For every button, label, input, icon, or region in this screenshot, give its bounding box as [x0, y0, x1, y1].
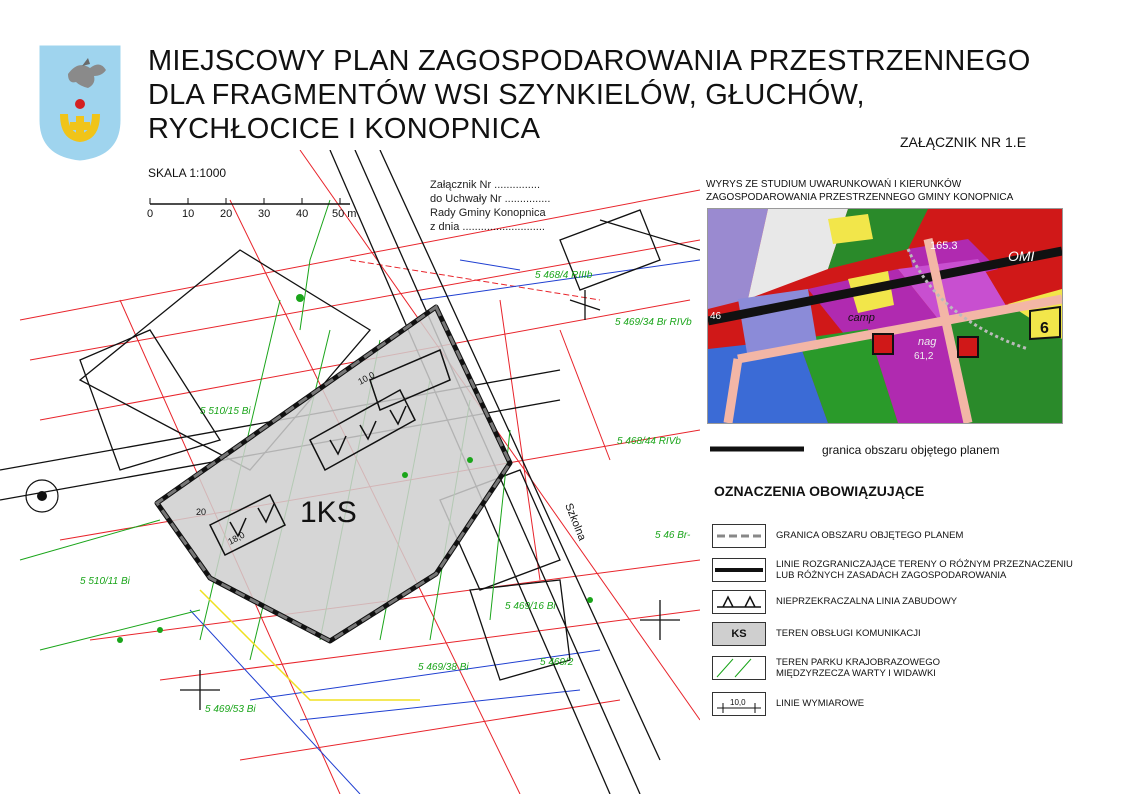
extract-heading-line: ZAGOSPODAROWANIA PRZESTRZENNEGO GMINY KONOPNICA	[706, 192, 1014, 203]
zone-1ks[interactable]	[157, 307, 510, 641]
legend-label: NIEPRZEKRACZALNA LINIA ZABUDOWY	[776, 596, 958, 607]
title-line-1: MIEJSCOWY PLAN ZAGOSPODAROWANIA PRZESTRZENNEGO	[148, 45, 1031, 77]
inset-label: OMI	[1008, 248, 1035, 264]
plan-title	[148, 44, 1031, 146]
legend-label: LINIE WYMIAROWE	[776, 698, 865, 709]
municipal-crest-icon	[38, 44, 122, 162]
scale-tick: 10	[182, 208, 195, 220]
stamp-line: Rady Gminy Konopnica	[430, 207, 546, 219]
scale-tick: 0	[147, 208, 154, 220]
legend-symbol	[712, 558, 766, 582]
zone-label-1ks: 1KS	[300, 496, 357, 529]
approval-stamp	[430, 178, 550, 234]
legend-label: TEREN PARKU KRAJOBRAZOWEGO	[776, 657, 940, 668]
title-line-2: DLA FRAGMENTÓW WSI SZYNKIELÓW, GŁUCHÓW,	[148, 79, 865, 111]
parcel-label: 5 469/34 Br RIVb	[615, 317, 692, 328]
legend-title: OZNACZENIA OBOWIĄZUJĄCE	[714, 483, 925, 499]
parcel-label: 5 510/11 Bi	[80, 576, 130, 587]
parcel-label: 5 468/4 RIIIb	[535, 270, 593, 281]
legend-dimension-value: 10,0	[730, 698, 746, 707]
legend-symbol	[712, 656, 766, 680]
roundabout-center	[37, 491, 47, 501]
legend-symbol	[712, 524, 766, 548]
parcel-label: 5 469/38 Bi	[418, 662, 469, 673]
parcel-label: 5 510/15 Bi	[200, 406, 251, 417]
dimension-label: 18,0	[226, 529, 247, 547]
annex-number: ZAŁĄCZNIK NR 1.E	[900, 134, 1027, 150]
title-line-3: RYCHŁOCICE I KONOPNICA	[148, 113, 541, 145]
legend-label: MIĘDZYRZECZA WARTY I WIDAWKI	[776, 668, 936, 679]
stamp-line: z dnia ...........................	[430, 221, 545, 233]
parcel-label: 5 46 Br-	[655, 530, 691, 541]
scale-bar	[140, 180, 370, 220]
stamp-line: do Uchwały Nr ...............	[430, 193, 551, 205]
inset-label: 165.3	[930, 240, 958, 252]
plan-boundary-symbol	[708, 442, 808, 454]
legend-symbol-ks: KS	[712, 622, 766, 646]
parcel-label: 5 468/44 RIVb	[617, 436, 681, 447]
stamp-line: Załącznik Nr ...............	[430, 179, 541, 191]
dimension-label: 10,0	[356, 369, 377, 387]
parcel-label: 5 469/16 Bi	[505, 601, 556, 612]
inset-label: nag	[918, 336, 937, 348]
extract-heading	[706, 178, 1013, 204]
scale-tick: 50 m	[332, 208, 357, 220]
scale-tick: 30	[258, 208, 271, 220]
scale-tick: 40	[296, 208, 309, 220]
inset-label: camp	[848, 312, 875, 324]
legend-label: LUB RÓŻNYCH ZASADACH ZAGOSPODAROWANIA	[776, 570, 1007, 581]
legend-symbol	[712, 590, 766, 614]
scale-tick: 20	[220, 208, 233, 220]
plan-map	[0, 150, 700, 794]
plan-boundary-label: granica obszaru objętego planem	[822, 443, 1000, 457]
study-extract-map	[707, 208, 1063, 424]
extract-heading-line: WYRYS ZE STUDIUM UWARUNKOWAŃ I KIERUNKÓW	[706, 179, 962, 190]
legend-label: TEREN OBSŁUGI KOMUNIKACJI	[776, 628, 921, 639]
parcel-label: 5 469/53 Bi	[205, 704, 256, 715]
legend-symbol	[712, 692, 766, 716]
dimension-label: 20	[196, 507, 207, 517]
inset-label: 61,2	[914, 351, 934, 362]
legend-label: GRANICA OBSZARU OBJĘTEGO PLANEM	[776, 530, 964, 541]
inset-label: 46	[710, 311, 722, 322]
inset-badge: 6	[1040, 320, 1049, 337]
scale-label: SKALA 1:1000	[148, 166, 227, 180]
street-name: Szkolna	[562, 501, 589, 543]
legend-label: LINIE ROZGRANICZAJĄCE TERENY O RÓŻNYM PRZEZNACZENIU	[776, 559, 1073, 570]
parcel-label: 5 469/2	[540, 657, 574, 668]
